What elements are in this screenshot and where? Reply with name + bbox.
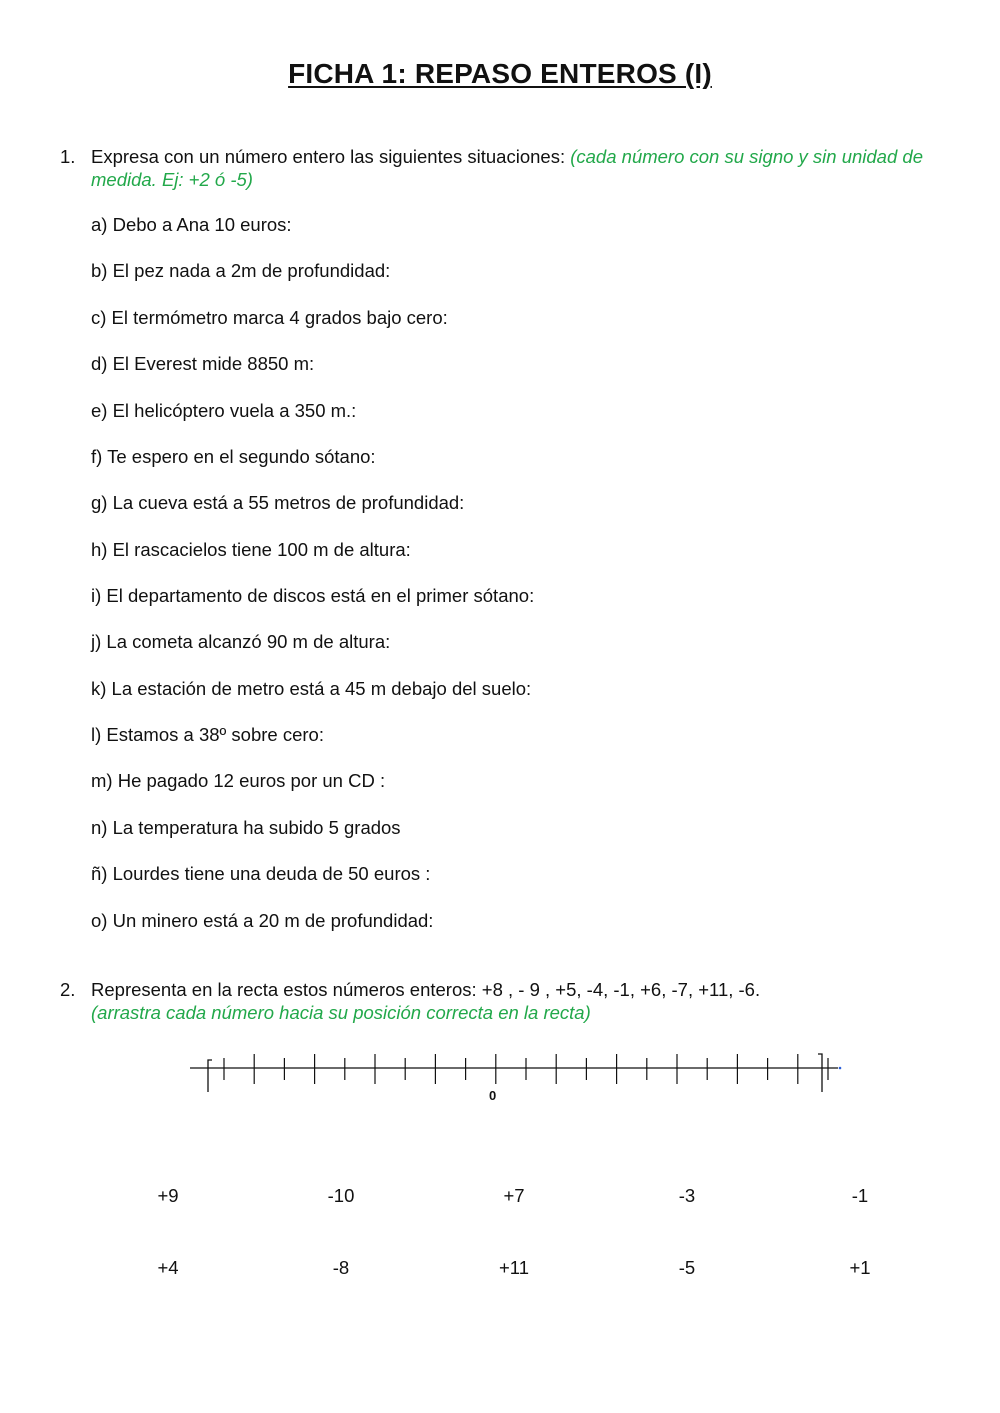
- question-2: [60, 978, 940, 1024]
- draggable-number[interactable]: -3: [678, 1185, 696, 1206]
- item-g: g) La cueva está a 55 metros de profundidad:: [91, 492, 465, 513]
- item-o: o) Un minero está a 20 m de profundidad:: [91, 910, 434, 931]
- question-2-text: Representa en la recta estos números enteros: +8 , - 9 , +5, -4, -1, +6, -7, +11, -6.: [91, 979, 761, 1000]
- item-f: f) Te espero en el segundo sótano:: [91, 446, 376, 467]
- draggable-number[interactable]: -10: [327, 1185, 355, 1206]
- question-2-hint: (arrastra cada número hacia su posición correcta en la recta): [91, 1002, 591, 1023]
- item-j: j) La cometa alcanzó 90 m de altura:: [91, 631, 391, 652]
- draggable-number[interactable]: -1: [851, 1185, 869, 1206]
- number-line-right-bracket: [818, 1054, 822, 1092]
- item-b: b) El pez nada a 2m de profundidad:: [91, 260, 391, 281]
- number-line-end-dot: [839, 1067, 842, 1070]
- question-1-text: Expresa con un número entero las siguientes situaciones:: [91, 146, 571, 167]
- item-m: m) He pagado 12 euros por un CD :: [91, 770, 386, 791]
- number-line-ticks: [224, 1054, 828, 1084]
- question-1: [60, 145, 940, 191]
- item-a: a) Debo a Ana 10 euros:: [91, 214, 292, 235]
- draggable-number[interactable]: -8: [332, 1257, 350, 1278]
- question-1-hint: (cada número con su signo y sin unidad de medida. Ej: +2 ó -5): [91, 146, 923, 190]
- item-n: n) La temperatura ha subido 5 grados: [91, 817, 401, 838]
- question-2-number: 2.: [60, 979, 76, 1000]
- draggable-number[interactable]: -5: [678, 1257, 696, 1278]
- item-k: k) La estación de metro está a 45 m debajo del suelo:: [91, 678, 532, 699]
- draggable-number[interactable]: +1: [849, 1257, 871, 1278]
- draggable-number[interactable]: +7: [503, 1185, 525, 1206]
- number-line-left-bracket: [208, 1060, 212, 1092]
- page-title: FICHA 1: REPASO ENTEROS (I): [288, 58, 712, 89]
- item-l: l) Estamos a 38º sobre cero:: [91, 724, 324, 745]
- zero-label: 0: [489, 1088, 497, 1103]
- item-e: e) El helicóptero vuela a 350 m.:: [91, 400, 357, 421]
- item-i: i) El departamento de discos está en el primer sótano:: [91, 585, 535, 606]
- item-enye: ñ) Lourdes tiene una deuda de 50 euros :: [91, 863, 431, 884]
- item-h: h) El rascacielos tiene 100 m de altura:: [91, 539, 411, 560]
- item-d: d) El Everest mide 8850 m:: [91, 353, 315, 374]
- draggable-number[interactable]: +4: [157, 1257, 179, 1278]
- number-line: [0, 1040, 1000, 1120]
- item-c: c) El termómetro marca 4 grados bajo cero:: [91, 307, 448, 328]
- draggable-number[interactable]: +11: [498, 1257, 529, 1278]
- draggable-number[interactable]: +9: [157, 1185, 179, 1206]
- question-1-number: 1.: [60, 146, 76, 167]
